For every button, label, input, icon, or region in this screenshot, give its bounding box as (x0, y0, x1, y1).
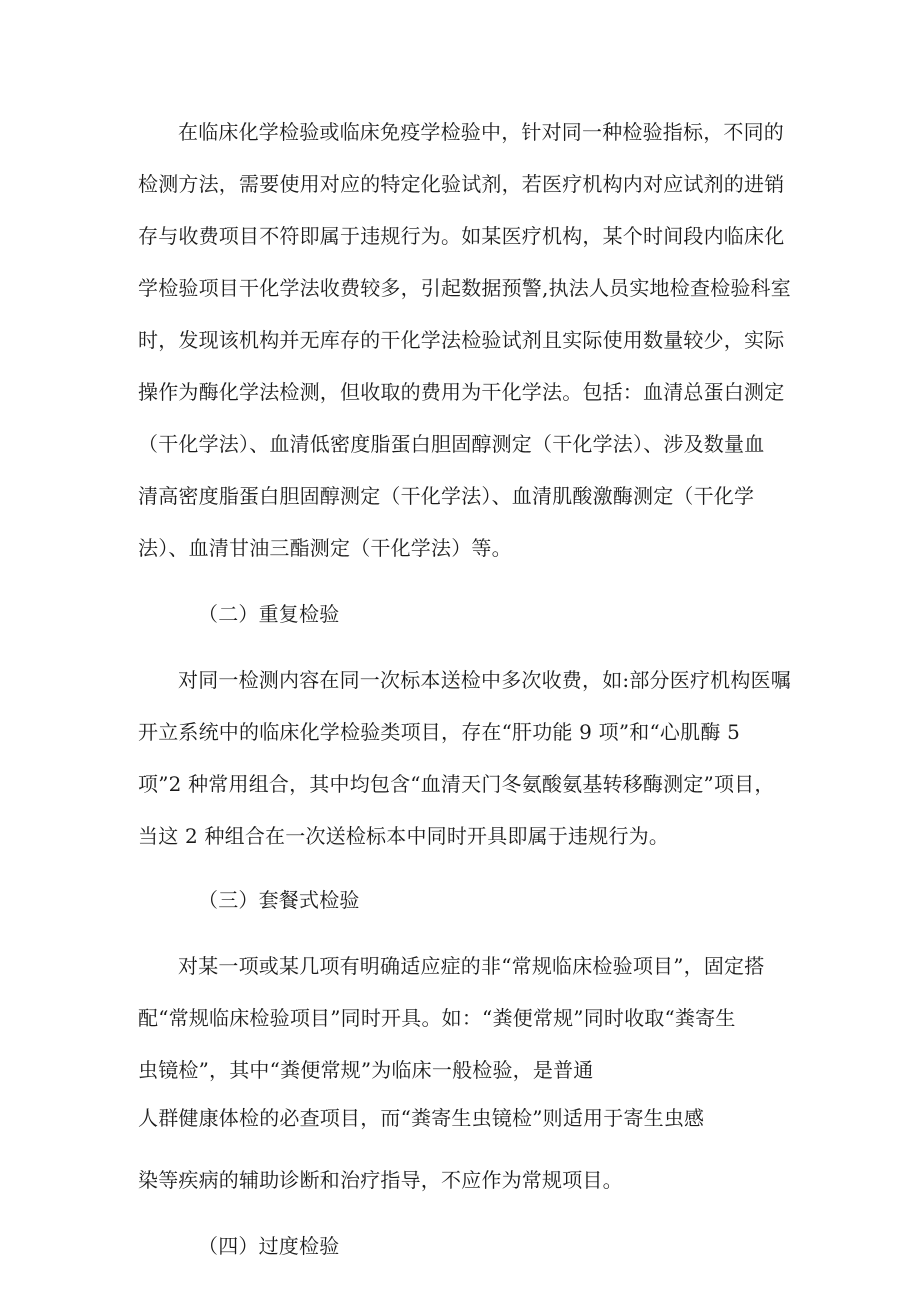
paragraph-line: 虫镜检”，其中“粪便常规”为临床一般检验，是普通 (138, 1058, 594, 1082)
paragraph-line: 法）、血清甘油三酯测定（干化学法）等。 (138, 536, 512, 560)
paragraph-line: 时，发现该机构并无库存的干化学法检验试剂且实际使用数量较少，实际 (138, 328, 785, 352)
paragraph-line: 在临床化学检验或临床免疫学检验中，针对同一种检验指标，不同的 (178, 120, 784, 144)
paragraph-line: 开立系统中的临床化学检验类项目，存在“肝功能 9 项”和“心肌酶 5 (138, 720, 740, 744)
paragraph-line: 检测方法，需要使用对应的特定化验试剂，若医疗机构内对应试剂的进销 (138, 172, 785, 196)
paragraph-line: 对某一项或某几项有明确适应症的非“常规临床检验项目”，固定搭 (178, 954, 765, 978)
paragraph-line: 配“常规临床检验项目”同时开具。如：“粪便常规”同时收取“粪寄生 (138, 1006, 736, 1030)
section-heading: （二）重复检验 (198, 602, 340, 626)
paragraph-line: 操作为酶化学法检测，但收取的费用为干化学法。包括：血清总蛋白测定 (138, 380, 785, 404)
section-heading: （四）过度检验 (198, 1234, 340, 1258)
paragraph-line: 存与收费项目不符即属于违规行为。如某医疗机构，某个时间段内临床化 (138, 224, 785, 248)
paragraph-line: 当这 2 种组合在一次送检标本中同时开具即属于违规行为。 (138, 824, 670, 848)
paragraph-line: 清高密度脂蛋白胆固醇测定（干化学法）、血清肌酸激酶测定（干化学 (138, 484, 755, 508)
paragraph-line: 染等疾病的辅助诊断和治疗指导，不应作为常规项目。 (138, 1168, 623, 1192)
paragraph-line: 学检验项目干化学法收费较多，引起数据预警,执法人员实地检查检验科室 (138, 276, 791, 300)
section-heading: （三）套餐式检验 (198, 888, 360, 912)
paragraph-line: 对同一检测内容在同一次标本送检中多次收费，如:部分医疗机构医嘱 (178, 668, 791, 692)
paragraph-line: （干化学法）、血清低密度脂蛋白胆固醇测定（干化学法）、涉及数量血 (138, 432, 765, 456)
paragraph-line: 项”2 种常用组合，其中均包含“血清天门冬氨酸氨基转移酶测定”项目， (138, 772, 775, 796)
paragraph-line: 人群健康体检的必查项目，而“粪寄生虫镜检”则适用于寄生虫感 (138, 1106, 705, 1130)
